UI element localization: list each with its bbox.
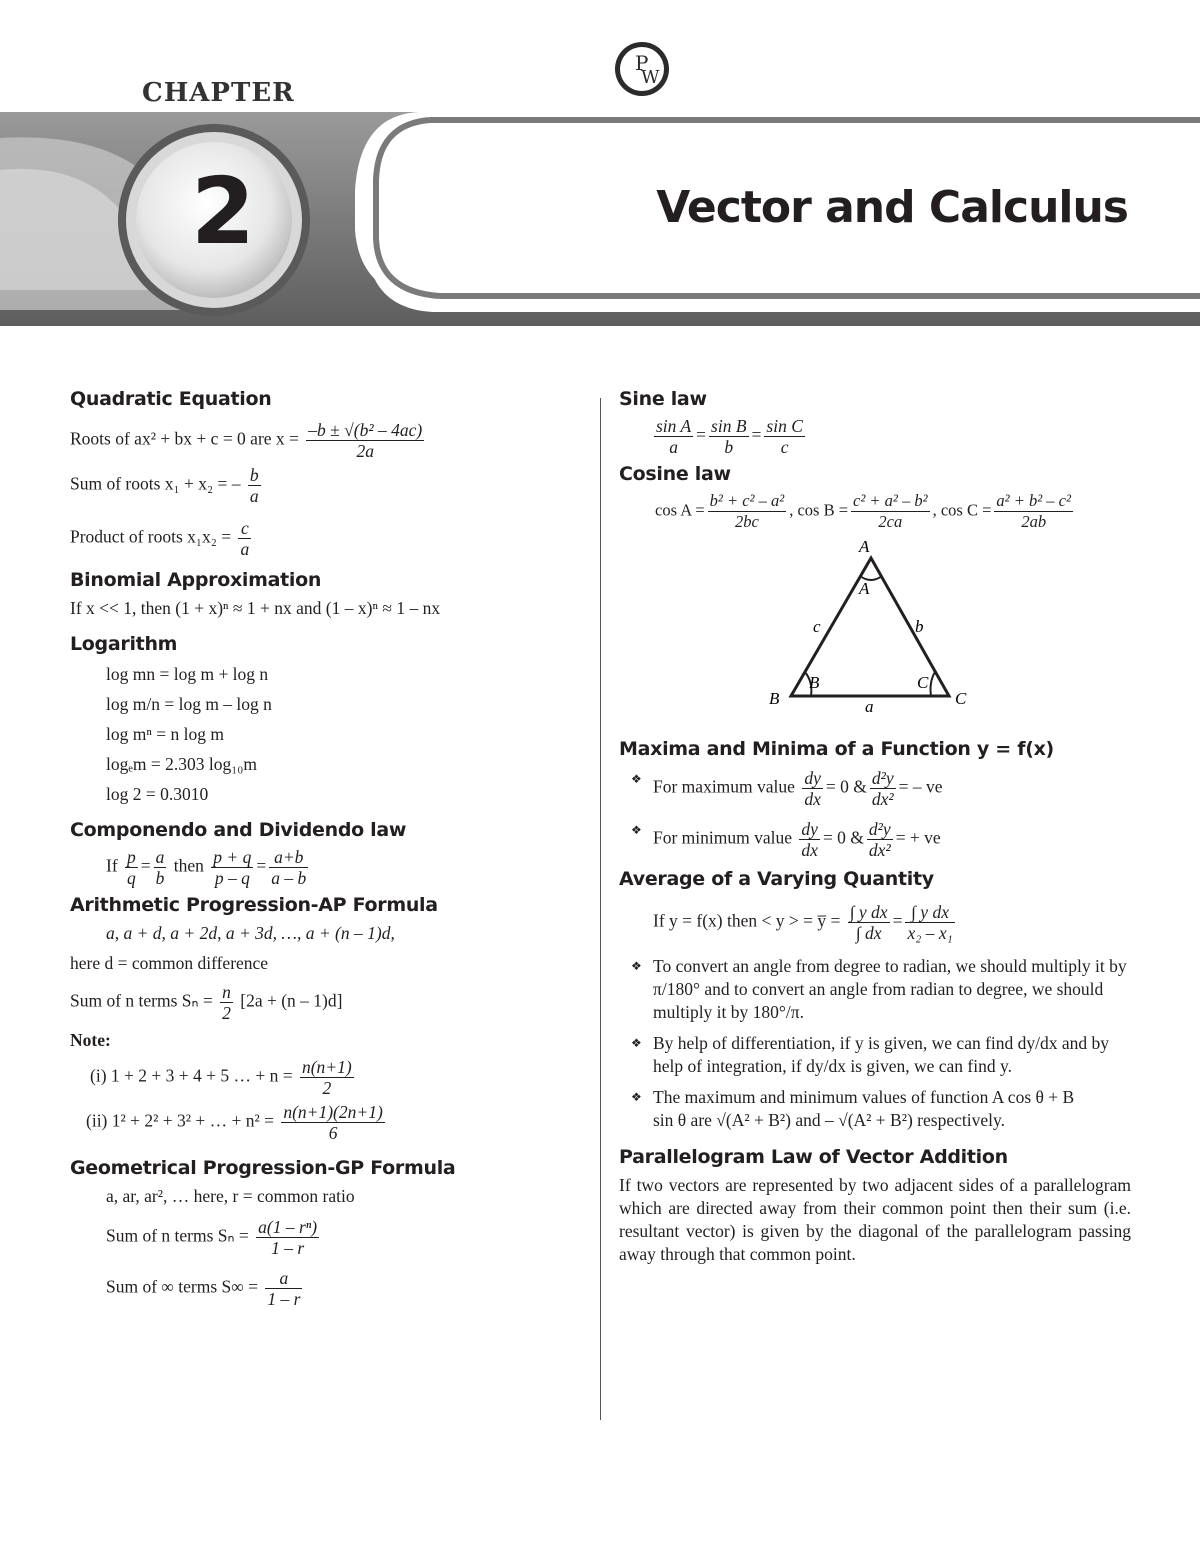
max-text: For maximum value [653, 776, 795, 797]
log-line: log mⁿ = n log m [106, 724, 224, 744]
pq-denominator: p – q [214, 868, 250, 888]
a-symbol: a [155, 847, 165, 867]
parallelogram-text: If two vectors are represented by two adjacent sides of a parallelogram which are directed away from their common point then their sum (i.e. resultant vector) is given by the diagonal of the parallelogram passing away through that common point. [619, 1175, 1131, 1264]
parallelogram-heading: Parallelogram Law of Vector Addition [619, 1146, 1008, 1168]
gp-sum-inf-denominator: 1 – r [267, 1289, 301, 1309]
ab-denominator: a – b [271, 868, 307, 888]
dx2: dx² [868, 840, 891, 860]
sine-d1: a [669, 437, 678, 457]
ap-sum-denominator: 2 [222, 1003, 231, 1023]
logarithm-heading: Logarithm [70, 633, 178, 655]
roots-text: Roots of ax² + bx + c = 0 are x = [70, 428, 299, 449]
chapter-number: 2 [190, 158, 255, 265]
cosC-numerator: a² + b² – c² [996, 491, 1071, 510]
note-item-ii [70, 1102, 580, 1143]
dy: dy [804, 768, 821, 788]
min-post: = + ve [895, 827, 941, 848]
ap-here: here d = common difference [70, 953, 269, 973]
average-bullet-2: ❖ By help of differentiation, if y is given, we can find dy/dx and by help of integration, if dy/dx is given, we can find y. [619, 1032, 1131, 1078]
log-line: log m/n = log m – log n [106, 694, 272, 714]
svg-text:W: W [641, 67, 660, 88]
gp-sum-n [70, 1217, 580, 1258]
componendo-heading: Componendo and Dividendo law [70, 819, 407, 841]
angle-B: B [809, 673, 820, 692]
logarithm-list [70, 659, 580, 809]
bullet-3-line-1: The maximum and minimum values of function A cos θ + B [653, 1087, 1075, 1107]
sine-n3: sin C [766, 416, 803, 436]
roots-fraction [306, 420, 424, 461]
ap-series: a, a + d, a + 2d, a + 3d, …, a + (n – 1)d, [106, 923, 395, 943]
chapter-label: CHAPTER [142, 78, 295, 108]
gp-sum-inf-text: Sum of ∞ terms S∞ = [106, 1276, 258, 1297]
average-text: If y = f(x) then < y > = y̅ = [653, 910, 841, 931]
bullet-3-line-2: sin θ are √(A² + B²) and – √(A² + B²) respectively. [653, 1110, 1005, 1130]
gp-sum-n-denominator: 1 – r [271, 1238, 305, 1258]
cosC-denominator: 2ab [1021, 512, 1047, 531]
note-ii-denominator: 6 [328, 1123, 338, 1143]
dx: dx [804, 789, 821, 809]
angle-A: A [859, 579, 870, 598]
gp-sum-n-text: Sum of n terms Sₙ = [106, 1225, 249, 1246]
sine-formula [619, 416, 1131, 457]
cosB-numerator: c² + a² – b² [853, 491, 928, 510]
triangle-diagram [759, 536, 999, 736]
note-label: Note: [70, 1030, 111, 1050]
right-column [619, 388, 1131, 1266]
sum-text: Sum of roots x₁ + x₂ = – [70, 473, 241, 494]
product-numerator: c [238, 518, 251, 539]
ab-numerator: a+b [269, 847, 308, 868]
gp-sum-inf [70, 1268, 580, 1309]
gp-series: a, ar, ar², … here, r = common ratio [106, 1186, 355, 1206]
minima-item [619, 819, 1131, 860]
sine-n1: sin A [656, 416, 692, 436]
q-symbol: q [127, 868, 136, 888]
note-i-text: (i) 1 + 2 + 3 + 4 + 5 … + n = [90, 1065, 293, 1086]
x-difference: x₂ – x₁ [907, 923, 953, 943]
eq-sign: = [696, 424, 707, 445]
quadratic-roots [70, 420, 580, 461]
min-text: For minimum value [653, 827, 793, 848]
note-ii-numerator: n(n+1)(2n+1) [283, 1102, 383, 1122]
zero-and: = 0 & [825, 776, 867, 797]
binomial-text: If x << 1, then (1 + x)ⁿ ≈ 1 + nx and (1 – x)ⁿ ≈ 1 – nx [70, 598, 441, 618]
cosine-formula [619, 491, 1131, 532]
column-divider [600, 398, 601, 1420]
componendo-formula: If $\frac{p}{q}$ = $\frac{a}{b}$ then $\frac{p + q}{p - q}$ = $\frac{a+b}{a - b}$ [106, 847, 307, 888]
ap-sum-text: Sum of n terms Sₙ = [70, 990, 213, 1011]
sine-d2: b [724, 437, 734, 457]
gp-sum-n-numerator: a(1 – rⁿ) [258, 1217, 318, 1237]
sine-heading: Sine law [619, 388, 707, 410]
svg-text:P: P [635, 51, 649, 75]
zero-and: = 0 & [822, 827, 864, 848]
dx2: dx² [871, 789, 894, 809]
quadratic-heading: Quadratic Equation [70, 388, 272, 410]
cosine-heading: Cosine law [619, 463, 731, 485]
note-item-i [70, 1057, 580, 1098]
log-line: logₑm = 2.303 log₁₀m [106, 754, 258, 774]
p-symbol: p [127, 847, 136, 867]
integral-numerator: ∫ y dx [849, 902, 888, 922]
log-line: log 2 = 0.3010 [106, 784, 209, 804]
sine-n2: sin B [711, 416, 747, 436]
dy: dy [801, 819, 818, 839]
note-i-denominator: 2 [322, 1078, 332, 1098]
cosB-label: , cos B = [789, 500, 849, 520]
quadratic-product [70, 518, 580, 559]
pq-numerator: p + q [213, 847, 252, 867]
average-heading: Average of a Varying Quantity [619, 868, 934, 890]
cosA-denominator: 2bc [735, 512, 759, 531]
d2y: d²y [868, 819, 891, 839]
b-symbol: b [155, 868, 165, 888]
maxima-item [619, 768, 1131, 809]
average-bullet-1: ❖ To convert an angle from degree to radian, we should multiply it by π/180° and to convert an angle from radian to degree, we should multiply it by 180°/π. [619, 955, 1131, 1024]
maxima-heading: Maxima and Minima of a Function y = f(x) [619, 738, 1054, 760]
ap-sum-bracket: [2a + (n – 1)d] [240, 990, 343, 1011]
cosA-label: cos A = [655, 500, 705, 520]
sum-numerator: b [249, 465, 259, 485]
sum-denominator: a [249, 486, 259, 506]
sine-d3: c [780, 437, 789, 457]
max-post: = – ve [898, 776, 943, 797]
vertex-A: A [859, 537, 870, 556]
gp-heading: Geometrical Progression-GP Formula [70, 1157, 456, 1179]
cosA-numerator: b² + c² – a² [709, 491, 785, 510]
quadratic-sum [70, 465, 580, 506]
pw-logo-icon [613, 40, 671, 98]
ap-sum [70, 982, 580, 1023]
side-c: c [813, 617, 821, 636]
integral-numerator-2: ∫ y dx [905, 902, 954, 923]
if-word: If [106, 855, 118, 876]
ap-sum-numerator: n [222, 982, 231, 1002]
chapter-title: Vector and Calculus [656, 182, 1128, 233]
eq-sign: = [751, 424, 762, 445]
roots-numerator: –b ± √(b² – 4ac) [308, 420, 423, 440]
eq-sign: = [892, 910, 903, 931]
then-word: then [173, 855, 204, 876]
average-bullet-3 [619, 1086, 1131, 1132]
note-i-numerator: n(n+1) [301, 1057, 352, 1077]
product-denominator: a [240, 539, 250, 559]
product-text: Product of roots x₁x₂ = [70, 526, 232, 547]
gp-sum-inf-numerator: a [265, 1268, 302, 1289]
vertex-C: C [955, 689, 967, 708]
average-formula [619, 902, 1131, 943]
left-column [70, 388, 580, 1309]
side-b: b [915, 617, 924, 636]
roots-denominator: 2a [356, 441, 374, 461]
angle-C: C [917, 673, 929, 692]
ap-heading: Arithmetic Progression-AP Formula [70, 894, 438, 916]
dx: dx [801, 840, 818, 860]
note-ii-text: (ii) 1² + 2² + 3² + … + n² = [86, 1110, 274, 1131]
binomial-heading: Binomial Approximation [70, 569, 322, 591]
cosC-label: , cos C = [932, 500, 992, 520]
log-line: log mn = log m + log n [106, 664, 269, 684]
d2y: d²y [871, 768, 894, 788]
integral-denominator: ∫ dx [855, 923, 882, 943]
cosB-denominator: 2ca [878, 512, 903, 531]
pw-logo [613, 40, 671, 98]
side-a: a [865, 697, 874, 716]
vertex-B: B [769, 689, 780, 708]
